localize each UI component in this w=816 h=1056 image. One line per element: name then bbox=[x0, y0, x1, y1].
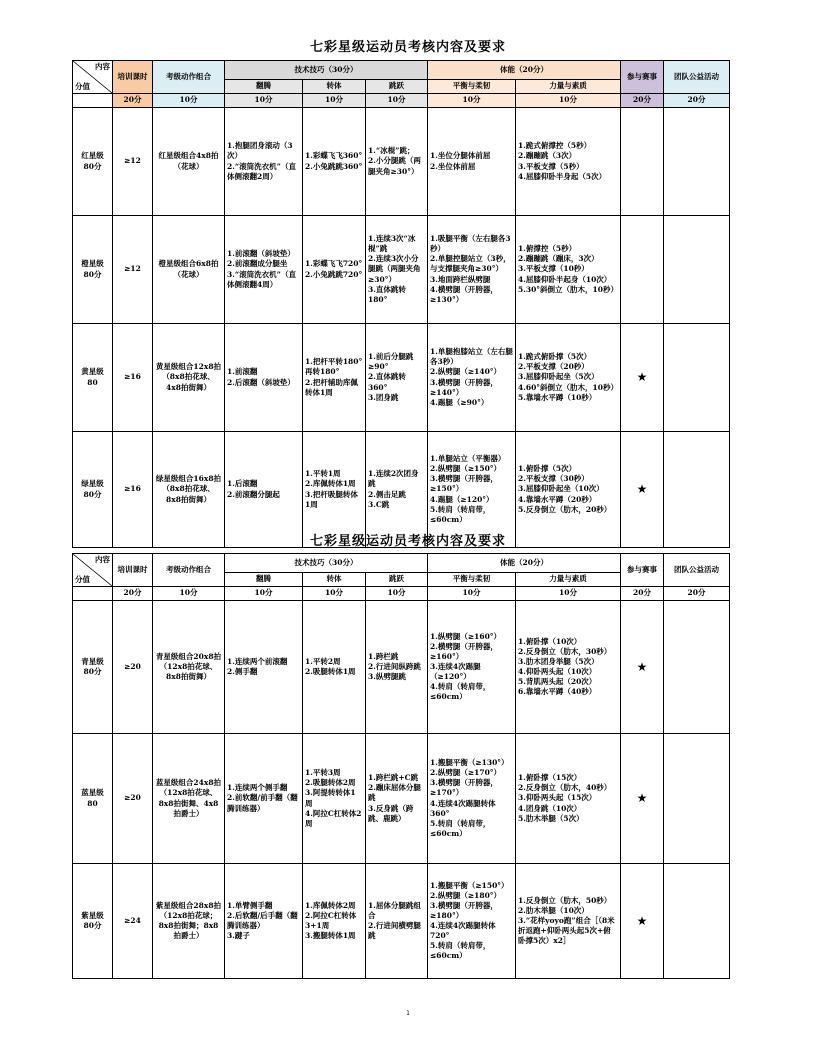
header-power: 力量与素质 bbox=[516, 80, 621, 94]
score-combo: 10分 bbox=[153, 94, 225, 108]
hours-cell: ≥16 bbox=[113, 432, 153, 548]
header-compete: 参与赛事 bbox=[621, 61, 664, 94]
corner-score-label: 分值 bbox=[75, 574, 90, 584]
combo-cell: 红星级组合4x8拍（花球） bbox=[153, 108, 225, 216]
flip-cell: 1.单臂侧手翻 2.后软翻/后手翻（翻腾训练器） 3.踺子 bbox=[225, 864, 303, 979]
turn-cell: 1.彩蝶飞飞360° 2.小兔跳跳360° bbox=[303, 108, 366, 216]
charity-cell bbox=[664, 601, 730, 734]
balance-cell: 1.搬腿平衡（≥130°） 2.纵劈腿（≥170°） 3.横劈腿（开胯器，≥170°） 4.连续4次踢腿转体360° 5.转肩（转肩带，≤60cm） bbox=[428, 734, 516, 864]
corner-header bbox=[73, 61, 113, 94]
header-combo: 考级动作组合 bbox=[153, 554, 225, 587]
table1-title: 七彩星级运动员考核内容及要求 bbox=[309, 40, 506, 55]
score-charity: 20分 bbox=[664, 587, 730, 601]
combo-cell: 橙星级组合6x8拍（花球） bbox=[153, 216, 225, 324]
corner-score-label: 分值 bbox=[75, 81, 90, 91]
header-jump: 跳跃 bbox=[366, 80, 428, 94]
score-turn: 10分 bbox=[303, 587, 366, 601]
combo-cell: 蓝星级组合24x8拍（12x8拍花球、8x8拍街舞、4x8拍爵士） bbox=[153, 734, 225, 864]
balance-cell: 1.纵劈腿（≥160°） 2.横劈腿（开胯器，≥160°） 3.连续4次踢腿（≥120°） 4.转肩（转肩带，≤60cm） bbox=[428, 601, 516, 734]
compete-cell: ★ bbox=[621, 324, 664, 432]
level-cell: 绿星级 80分 bbox=[73, 432, 113, 548]
flip-cell: 1.前滚翻 2.后滚翻（斜坡垫） bbox=[225, 324, 303, 432]
score-power: 10分 bbox=[516, 587, 621, 601]
charity-cell bbox=[664, 216, 730, 324]
header-power: 力量与素质 bbox=[516, 573, 621, 587]
header-charity: 团队公益活动 bbox=[664, 61, 730, 94]
balance-cell: 1.搬腿平衡（≥150°） 2.纵劈腿（≥180°） 3.横劈腿（开胯器，≥180°） 4.连续4次踢腿转体720° 5.转肩（转肩带，≤60cm） bbox=[428, 864, 516, 979]
hours-cell: ≥12 bbox=[113, 216, 153, 324]
turn-cell: 1.库佩转体2周 2.阿拉C杠转体3+1周 3.搬腿转体1周 bbox=[303, 864, 366, 979]
compete-cell: ★ bbox=[621, 864, 664, 979]
charity-cell bbox=[664, 864, 730, 979]
level-cell: 橙星级 80分 bbox=[73, 216, 113, 324]
compete-cell: ★ bbox=[621, 601, 664, 734]
score-jump: 10分 bbox=[366, 94, 428, 108]
corner-content-label: 内容 bbox=[95, 62, 110, 71]
power-cell: 1.俯撑控（5秒） 2.蹦蹦跳（蹦床，3次） 3.平板支撑（10秒） 4.屈膝仰卧半起身（10次） 5.30°斜倒立（肋木，10秒） bbox=[516, 216, 621, 324]
header-balance: 平衡与柔韧 bbox=[428, 80, 516, 94]
score-balance: 10分 bbox=[428, 587, 516, 601]
header-turn: 转体 bbox=[303, 80, 366, 94]
table-row bbox=[73, 324, 730, 432]
hours-cell: ≥20 bbox=[113, 601, 153, 734]
compete-cell bbox=[621, 216, 664, 324]
header-compete: 参与赛事 bbox=[621, 554, 664, 587]
score-combo: 10分 bbox=[153, 587, 225, 601]
balance-cell: 1.单腿站立（平衡器） 2.纵劈腿（≥150°） 3.横劈腿（开胯器，≥150°） 4.踢腿（≥120°） 5.转肩（转肩带，≤60cm） bbox=[428, 432, 516, 548]
turn-cell: 1.彩蝶飞飞720° 2.小兔跳跳720° bbox=[303, 216, 366, 324]
score-compete: 20分 bbox=[621, 587, 664, 601]
assessment-table-1 bbox=[72, 60, 730, 548]
charity-cell bbox=[664, 324, 730, 432]
turn-cell: 1.平转1周 2.库佩转体1周 3.把杆吸腿转体1周 bbox=[303, 432, 366, 548]
header-fitness: 体能（20分） bbox=[428, 61, 621, 80]
turn-cell: 1.把杆平转180°再转180° 2.把杆辅助库佩转体1周 bbox=[303, 324, 366, 432]
jump-cell: 1.前后分腿跳≥90° 2.直体跳转360° 3.团身跳 bbox=[366, 324, 428, 432]
compete-cell: ★ bbox=[621, 432, 664, 548]
level-cell: 青星级 80分 bbox=[73, 601, 113, 734]
level-cell: 蓝星级 80 bbox=[73, 734, 113, 864]
hours-cell: ≥24 bbox=[113, 864, 153, 979]
flip-cell: 1.连续两个侧手翻 2.前软翻/前手翻（翻腾训练器） bbox=[225, 734, 303, 864]
header-balance: 平衡与柔韧 bbox=[428, 573, 516, 587]
flip-cell: 1.后滚翻 2.前滚翻分腿起 bbox=[225, 432, 303, 548]
combo-cell: 紫星级组合28x8拍（12x8拍花球；8x8拍街舞；8x8拍爵士） bbox=[153, 864, 225, 979]
header-fitness: 体能（20分） bbox=[428, 554, 621, 573]
corner-content-label: 内容 bbox=[95, 555, 110, 564]
power-cell: 1.俯卧撑（10次） 2.反身倒立（肋木，30秒） 3.肋木团身举腿（5次） 4.仰卧两头起（10次） 5.背肌两头起（20次） 6.靠墙水平蹲（40秒） bbox=[516, 601, 621, 734]
table2-title: 七彩星级运动员考核内容及要求 bbox=[309, 534, 506, 549]
combo-cell: 绿星级组合16x8拍（8x8拍花球、8x8拍街舞） bbox=[153, 432, 225, 548]
header-tech: 技术技巧（30分） bbox=[225, 554, 428, 573]
level-cell: 红星级 80分 bbox=[73, 108, 113, 216]
header-tech: 技术技巧（30分） bbox=[225, 61, 428, 80]
balance-cell: 1.坐位分腿体前屈 2.坐位体前屈 bbox=[428, 108, 516, 216]
score-row-spacer bbox=[73, 587, 113, 601]
balance-cell: 1.吸腿平衡（左右腿各3秒） 2.单腿控腿站立（3秒，与支撑腿夹角≥30°） 3.地面跨栏纵劈腿 4.横劈腿（开胯器，≥130°） bbox=[428, 216, 516, 324]
header-flip: 翻腾 bbox=[225, 573, 303, 587]
score-row-spacer bbox=[73, 94, 113, 108]
turn-cell: 1.平转3周 2.吸腿转体2周 3.阿提转转体1周 4.阿拉C杠转体2周 bbox=[303, 734, 366, 864]
table-row bbox=[73, 864, 730, 979]
flip-cell: 1.前滚翻（斜坡垫） 2.前滚翻成分腿坐 3.“滚筒洗衣机”（直体侧滚翻4周） bbox=[225, 216, 303, 324]
level-cell: 紫星级 80分 bbox=[73, 864, 113, 979]
compete-cell bbox=[621, 108, 664, 216]
power-cell: 1.反身倒立（肋木，50秒） 2.肋木举腿（10次） 3.“花样yoyo跑”组合［（8米折返跑+仰卧两头起5次+俯卧撑5次）x2］ bbox=[516, 864, 621, 979]
flip-cell: 1.连续两个前滚翻 2.侧手翻 bbox=[225, 601, 303, 734]
score-hours: 20分 bbox=[113, 94, 153, 108]
table-row bbox=[73, 601, 730, 734]
score-compete: 20分 bbox=[621, 94, 664, 108]
table-row bbox=[73, 734, 730, 864]
page-number: 1 bbox=[406, 1010, 410, 1017]
score-turn: 10分 bbox=[303, 94, 366, 108]
power-cell: 1.俯卧撑（5次） 2.平板支撑（30秒） 3.屈膝仰卧起坐（10次） 4.靠墙水平蹲（20秒） 5.反身倒立（肋木，20秒） bbox=[516, 432, 621, 548]
header-flip: 翻腾 bbox=[225, 80, 303, 94]
score-power: 10分 bbox=[516, 94, 621, 108]
header-turn: 转体 bbox=[303, 573, 366, 587]
score-jump: 10分 bbox=[366, 587, 428, 601]
hours-cell: ≥12 bbox=[113, 108, 153, 216]
score-hours: 20分 bbox=[113, 587, 153, 601]
power-cell: 1.俯卧撑（15次） 2.反身倒立（肋木，40秒） 3.仰卧两头起（15次） 4.团身跳（10次） 5.肋木举腿（5次） bbox=[516, 734, 621, 864]
header-charity: 团队公益活动 bbox=[664, 554, 730, 587]
assessment-table-2 bbox=[72, 553, 730, 979]
score-flip: 10分 bbox=[225, 94, 303, 108]
header-hours: 培训课时 bbox=[113, 554, 153, 587]
header-hours: 培训课时 bbox=[113, 61, 153, 94]
charity-cell bbox=[664, 734, 730, 864]
charity-cell bbox=[664, 108, 730, 216]
combo-cell: 青星级组合20x8拍（12x8拍花球、8x8拍街舞） bbox=[153, 601, 225, 734]
table-row bbox=[73, 216, 730, 324]
power-cell: 1.跪式俯卧撑（5次） 2.平板支撑（20秒） 3.屈膝仰卧起坐（5次） 4.60°斜倒立（肋木，10秒） 5.靠墙水平蹲（10秒） bbox=[516, 324, 621, 432]
jump-cell: 1.连续3次“冰棍”跳 2.连续3次小分腿跳（两腿夹角≥30°） 3.直体跳转180° bbox=[366, 216, 428, 324]
power-cell: 1.跪式俯撑控（5秒） 2.蹦蹦跳（3次） 3.平板支撑（5秒） 4.屈膝仰卧半身起（5次） bbox=[516, 108, 621, 216]
table-row bbox=[73, 108, 730, 216]
turn-cell: 1.平转2周 2.吸腿转体1周 bbox=[303, 601, 366, 734]
jump-cell: 1.“冰棍”跳； 2.小分腿跳（两腿夹角≥30°） bbox=[366, 108, 428, 216]
jump-cell: 1.屈体分腿跳组合 2.行进间横劈腿跳 bbox=[366, 864, 428, 979]
level-cell: 黄星级 80 bbox=[73, 324, 113, 432]
balance-cell: 1.单腿抱膝站立（左右腿各3秒） 2.纵劈腿（≥140°） 3.横劈腿（开胯器，≥140°） 4.踢腿（≥90°） bbox=[428, 324, 516, 432]
hours-cell: ≥16 bbox=[113, 324, 153, 432]
jump-cell: 1.连续2次团身跳 2.侧击足跳 3.C跳 bbox=[366, 432, 428, 548]
corner-header bbox=[73, 554, 113, 587]
header-jump: 跳跃 bbox=[366, 573, 428, 587]
jump-cell: 1.跨栏跳 2.行进间纵跨跳 3.纵劈腿跳 bbox=[366, 601, 428, 734]
score-flip: 10分 bbox=[225, 587, 303, 601]
compete-cell: ★ bbox=[621, 734, 664, 864]
jump-cell: 1.跨栏跳+C跳 2.蹦床屈体分腿跳 3.反身跳（跨跳、鹿跳） bbox=[366, 734, 428, 864]
score-charity: 20分 bbox=[664, 94, 730, 108]
flip-cell: 1.抱腿团身滚动（3次） 2.“滚筒洗衣机”（直体侧滚翻2周） bbox=[225, 108, 303, 216]
combo-cell: 黄星级组合12x8拍（8x8拍花球、4x8拍街舞） bbox=[153, 324, 225, 432]
hours-cell: ≥20 bbox=[113, 734, 153, 864]
score-balance: 10分 bbox=[428, 94, 516, 108]
header-combo: 考级动作组合 bbox=[153, 61, 225, 94]
